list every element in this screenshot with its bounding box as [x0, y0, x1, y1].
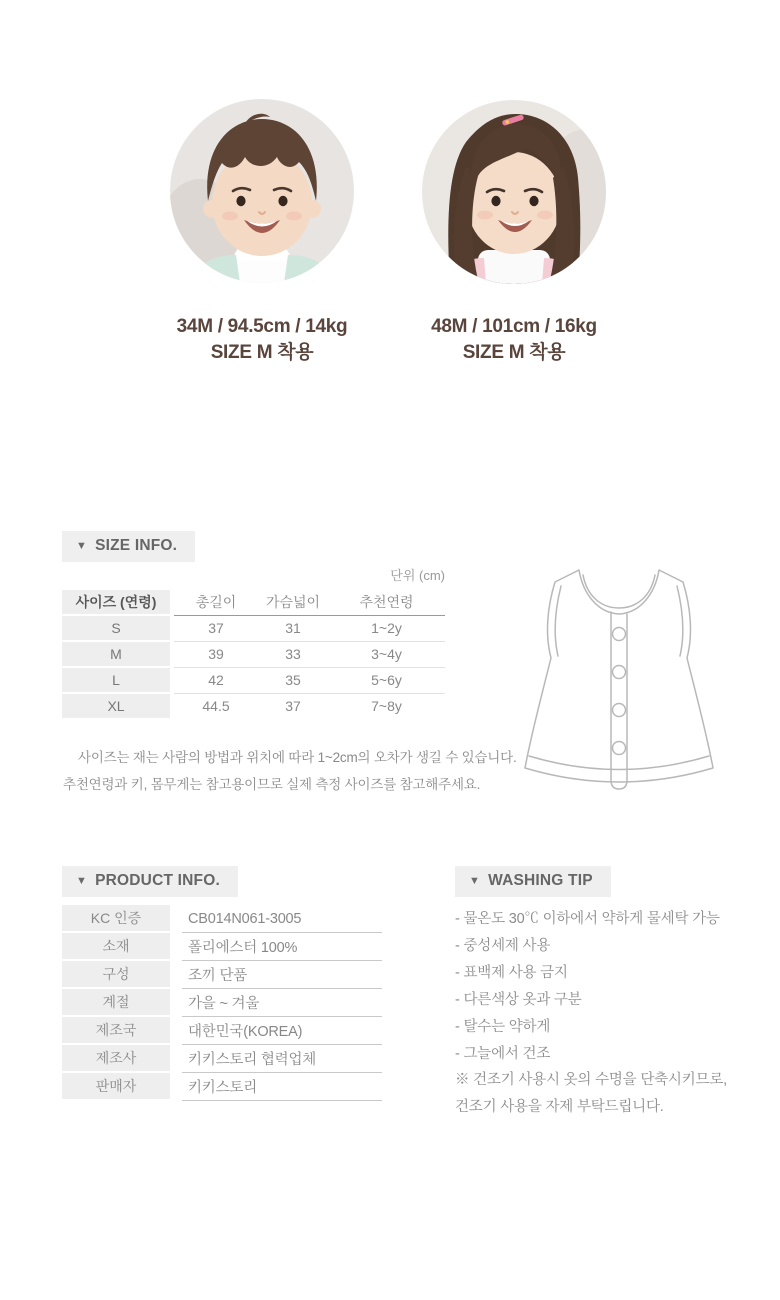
size-row-label: M	[62, 642, 170, 668]
product-info-table	[62, 905, 382, 1101]
model-caption-boy	[132, 314, 392, 366]
product-row-value: 대한민국(KOREA)	[182, 1017, 382, 1045]
vest-line-art	[505, 550, 733, 800]
product-row-label: 소재	[62, 933, 170, 961]
size-info-header	[62, 531, 195, 562]
washing-tip-note: 건조기 사용을 자제 부탁드립니다.	[455, 1099, 664, 1116]
washing-tip-item: - 그늘에서 건조	[455, 1045, 551, 1062]
size-cell: 37	[174, 616, 258, 642]
model-spec-girl: 48M / 101cm / 16kg	[431, 316, 597, 337]
size-cell: 35	[258, 668, 328, 694]
product-row-label: 구성	[62, 961, 170, 989]
size-cell: 5~6y	[328, 668, 445, 694]
product-row-label: 제조사	[62, 1045, 170, 1073]
size-note-line: 사이즈는 재는 사람의 방법과 위치에 따라 1~2cm의 오차가 생길 수 있습니다.	[78, 750, 517, 765]
washing-tip-list	[455, 906, 755, 1121]
washing-tip-item: - 표백제 사용 금지	[455, 964, 568, 981]
size-note-line: 추천연령과 키, 몸무게는 참고용이므로 실제 측정 사이즈를 참고해주세요.	[63, 777, 481, 792]
model-caption-girl	[384, 314, 644, 366]
product-row-value: 가을 ~ 겨울	[182, 989, 382, 1017]
model-spec-boy: 34M / 94.5cm / 14kg	[176, 316, 348, 337]
product-row-label: 판매자	[62, 1073, 170, 1101]
boy-portrait-illustration	[170, 99, 354, 283]
product-info-title: PRODUCT INFO.	[95, 872, 220, 889]
product-info-header	[62, 866, 238, 897]
size-cell: 39	[174, 642, 258, 668]
size-col-header: 총길이	[174, 590, 258, 616]
washing-tip-item: - 중성세제 사용	[455, 937, 551, 954]
product-row-value: 키키스토리 협력업체	[182, 1045, 382, 1073]
size-notes	[63, 744, 517, 798]
size-row-label: L	[62, 668, 170, 694]
washing-tip-item: - 탈수는 약하게	[455, 1018, 551, 1035]
washing-tip-item: - 다른색상 옷과 구분	[455, 991, 582, 1008]
product-row-value: CB014N061-3005	[182, 905, 382, 933]
triangle-down-icon: ▼	[76, 875, 88, 887]
size-cell: 33	[258, 642, 328, 668]
product-row-label: KC 인증	[62, 905, 170, 933]
size-col-header: 추천연령	[328, 590, 445, 616]
model-size-girl: SIZE M 착용	[462, 342, 566, 363]
size-info-title: SIZE INFO.	[95, 537, 178, 554]
size-table-corner-header: 사이즈 (연령)	[62, 590, 170, 616]
size-cell: 3~4y	[328, 642, 445, 668]
size-cell: 7~8y	[371, 698, 402, 714]
triangle-down-icon: ▼	[76, 540, 88, 552]
size-cell: 1~2y	[328, 616, 445, 642]
size-cell: 42	[174, 668, 258, 694]
size-cell: 37	[285, 698, 301, 714]
model-size-boy: SIZE M 착용	[210, 342, 314, 363]
size-row-label: S	[62, 616, 170, 642]
product-row-value: 조끼 단품	[182, 961, 382, 989]
girl-portrait-illustration	[422, 100, 606, 284]
product-row-value: 폴리에스터 100%	[182, 933, 382, 961]
size-table-data	[174, 590, 445, 719]
model-photo-girl	[422, 100, 606, 284]
product-row-value: 키키스토리	[182, 1073, 382, 1101]
vest-illustration	[505, 550, 733, 805]
size-row-label: XL	[62, 694, 170, 720]
model-photo-boy	[170, 99, 354, 283]
product-row-label: 제조국	[62, 1017, 170, 1045]
size-col-header: 가슴넓이	[258, 590, 328, 616]
size-unit-label: 단위 (cm)	[390, 568, 445, 583]
washing-tip-note: ※ 건조기 사용시 옷의 수명을 단축시키므로,	[455, 1072, 727, 1089]
washing-tip-title: WASHING TIP	[488, 872, 593, 889]
size-table-label-column	[62, 590, 170, 720]
product-row-label: 계절	[62, 989, 170, 1017]
triangle-down-icon: ▼	[469, 875, 481, 887]
washing-tip-header	[455, 866, 611, 897]
washing-tip-item: - 물온도 30℃ 이하에서 약하게 물세탁 가능	[455, 911, 720, 927]
size-cell: 44.5	[202, 698, 230, 714]
size-cell: 31	[258, 616, 328, 642]
